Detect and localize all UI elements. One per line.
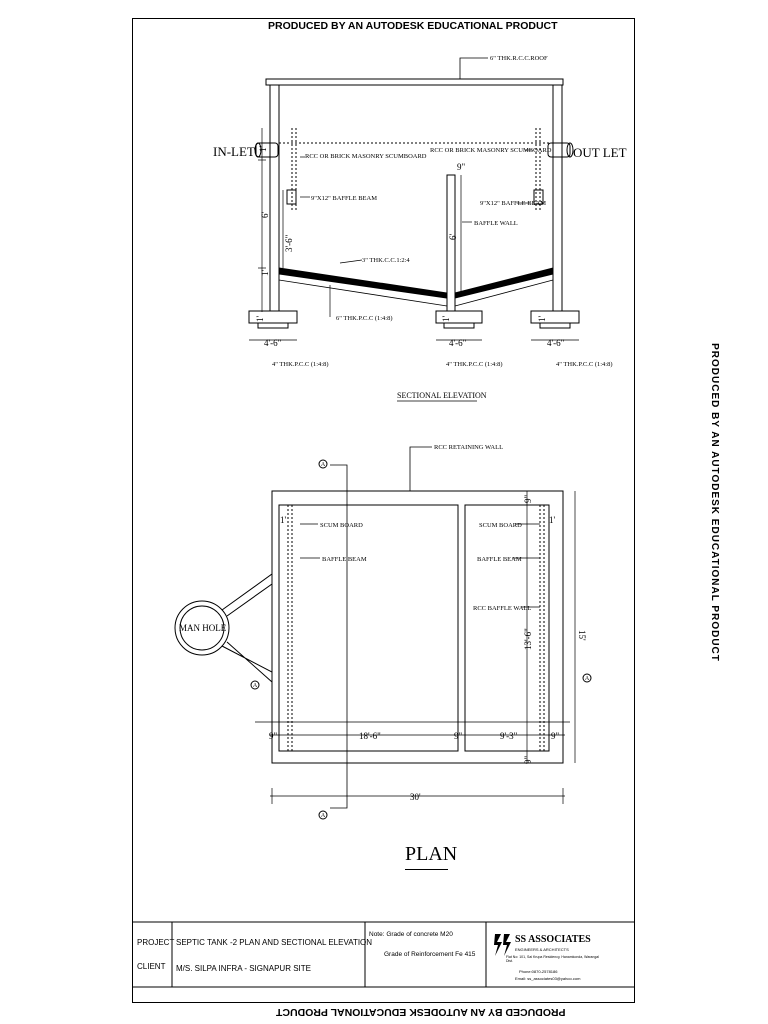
firm-phone: Phone:0870-2578186	[519, 969, 558, 974]
dim-footing-1: 1'	[255, 315, 265, 322]
section-dimensions	[255, 146, 565, 349]
baffle-beam-left-label: 9"X12" BAFFLE BEAM	[311, 195, 377, 202]
dim-1ft-b: 1'	[260, 269, 270, 276]
dim-plan-30: 30'	[410, 792, 421, 802]
retaining-wall-label: RCC RETAINING WALL	[434, 444, 504, 451]
manhole-connector-top	[222, 574, 272, 616]
scum-left-label: RCC OR BRICK MASONRY SCUMBOARD	[305, 153, 427, 160]
client-label: CLIENT	[137, 962, 166, 971]
baffle-beam-left-plan-label: BAFFLE BEAM	[322, 556, 367, 563]
inlet-label: IN-LET	[213, 144, 255, 159]
dim-footing-2: 1'	[441, 315, 451, 322]
dim-plan-9a: 9"	[269, 731, 278, 741]
dim-plan-1l: 1'	[280, 515, 287, 525]
client-value: M/S. SILPA INFRA - SIGNAPUR SITE	[176, 964, 311, 973]
roof-slab	[266, 79, 563, 85]
scum-right-label: RCC OR BRICK MASONRY SCUMBOARD	[430, 147, 552, 154]
dim-plan-15: 15'	[577, 630, 587, 641]
dim-6ft: 6'	[260, 211, 270, 218]
plan-title: PLAN	[405, 843, 458, 865]
dim-3ft6: 3'-6"	[284, 234, 294, 252]
dim-footing-w1: 4'-6"	[264, 338, 282, 348]
dim-9in: 9"	[457, 162, 466, 172]
manhole-label: MAN HOLE	[179, 623, 227, 633]
dim-plan-9c: 9"	[551, 731, 560, 741]
footing-label-mid: 4" THK.P.C.C (1:4:8)	[446, 361, 503, 368]
floor-left	[279, 268, 447, 298]
marker-a-top: A	[320, 462, 326, 468]
note-concrete: Note: Grade of concrete M20	[369, 931, 453, 938]
left-wall	[270, 85, 279, 311]
watermark-right: PRODUCED BY AN AUTODESK EDUCATIONAL PRODUCT	[708, 343, 720, 662]
firm-address: Flat No: 101, Sai Krupa Residency, Hanamkonda, Warangal Dist.	[506, 955, 599, 963]
marker-a-right: A	[584, 676, 590, 682]
sectional-elevation	[249, 58, 579, 340]
dim-6ft-b: 6'	[448, 233, 458, 240]
dim-footing-3: 1'	[537, 315, 547, 322]
section-title: SECTIONAL ELEVATION	[397, 391, 487, 400]
project-value: SEPTIC TANK -2 PLAN AND SECTIONAL ELEVATION	[176, 938, 373, 947]
dim-plan-93: 9'-3"	[500, 731, 518, 741]
baffle-wall-label: BAFFLE WALL	[474, 220, 518, 227]
outlet-label: OUT LET	[573, 145, 627, 160]
baffle-wall	[447, 175, 455, 311]
floor-label: 3" THK.C.C.1:2:4	[362, 257, 410, 264]
marker-a-left: A	[252, 683, 258, 689]
project-label: PROJECT	[137, 938, 175, 947]
firm-name: SS ASSOCIATES	[515, 934, 591, 945]
dim-plan-9b: 9"	[454, 731, 463, 741]
section-markers	[253, 462, 590, 819]
baffle-wall-plan-label: RCC BAFFLE WALL	[473, 605, 532, 612]
dim-footing-w2: 4'-6"	[449, 338, 467, 348]
manhole-connector-bottom	[222, 642, 272, 682]
note-reinforcement: Grade of Reinforcement Fe 415	[384, 951, 476, 958]
baffle-beam-right-label: 9"X12" BAFFLE BEAM	[480, 200, 546, 207]
watermark-bottom: PRODUCED BY AN AUTODESK EDUCATIONAL PRODUCT	[276, 1006, 566, 1018]
dim-plan-9top: 9"	[523, 494, 533, 503]
pcc-label: 6" THK.P.C.C (1:4:8)	[336, 315, 393, 322]
watermark-top: PRODUCED BY AN AUTODESK EDUCATIONAL PRODUCT	[268, 20, 558, 32]
marker-a-bottom: A	[320, 813, 326, 819]
dim-plan-1r: 1'	[549, 515, 556, 525]
plan-dimensions	[269, 495, 587, 803]
scum-right-plan-label: SCUM BOARD	[479, 522, 522, 529]
dim-plan-9bot: 9"	[523, 755, 533, 764]
footing-label-right: 4" THK.P.C.C (1:4:8)	[556, 361, 613, 368]
scum-left-plan-label: SCUM BOARD	[320, 522, 363, 529]
roof-label: 6" THK.R.C.C.ROOF	[490, 55, 548, 62]
floor-right	[455, 268, 553, 298]
dim-plan-136: 13'-6"	[523, 628, 533, 650]
plan-labels	[320, 444, 531, 612]
chamber-2	[465, 505, 549, 751]
footing-label-left: 4" THK.P.C.C (1:4:8)	[272, 361, 329, 368]
dim-1ft: 1'	[258, 145, 268, 152]
plan-title-underline	[405, 869, 448, 870]
right-wall	[553, 85, 562, 311]
firm-subtitle: ENGINEERS & ARCHITECTS	[515, 947, 569, 952]
baffle-beam-right-plan-label: BAFFLE BEAM	[477, 556, 522, 563]
chamber-1	[279, 505, 458, 751]
dim-footing-w3: 4'-6"	[547, 338, 565, 348]
firm-email: Email: ss_associates03@yahoo.com	[515, 976, 581, 981]
dim-plan-186: 18'-6"	[359, 731, 381, 741]
